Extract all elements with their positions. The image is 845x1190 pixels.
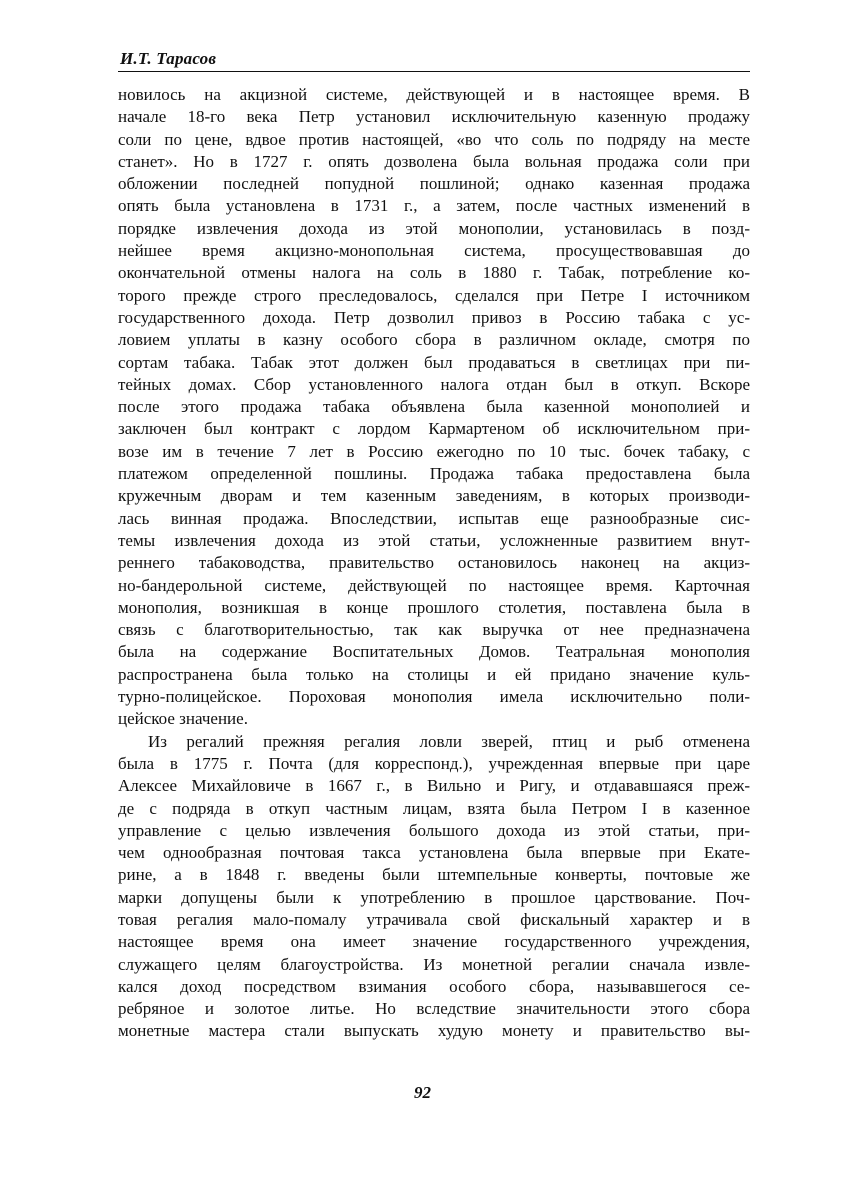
running-header <box>118 47 750 72</box>
text-line: ребряное и золотое литье. Но вследствие значительности этого сбора <box>118 999 750 1019</box>
text-line: была в 1775 г. Почта (для корреспонд.), учрежденная впервые при царе <box>118 753 750 773</box>
text-line: реннего табаководства, правительство остановилось наконец на акциз- <box>118 553 750 573</box>
text-line: нейшее время акцизно-монопольная система, просуществовавшая до <box>118 241 750 261</box>
text-line: платежом определенной пошлины. Продажа табака предоставлена была <box>118 464 750 484</box>
text-line: новилось на акцизной системе, действующей и в настоящее время. В <box>118 85 750 104</box>
text-line: заключен был контракт с лордом Кармартеном об исключительном при- <box>118 419 750 439</box>
text-line: цейское значение. <box>118 709 248 729</box>
text-line: Алексее Михайловиче в 1667 г., в Вильно и Ригу, и отдававшаяся преж- <box>118 776 750 796</box>
text-line: Из регалий прежняя регалия ловли зверей, птиц и рыб отменена <box>148 731 750 751</box>
text-line: возе им в течение 7 лет в Россию ежегодно по 10 тыс. бочек табаку, с <box>118 441 750 461</box>
page-number: 92 <box>414 1083 431 1102</box>
text-line: марки допущены были к употреблению в прошлое царствование. Поч- <box>118 887 750 907</box>
text-line: окончательной отмены налога на соль в 1880 г. Табак, потребление ко- <box>118 263 750 283</box>
text-line: была на содержание Воспитательных Домов. Театральная монополия <box>118 642 750 662</box>
text-line: порядке извлечения дохода из этой монополии, установилась в позд- <box>118 218 750 238</box>
text-line: торого прежде строго преследовалось, сделался при Петре I источником <box>118 285 750 305</box>
text-line: монетные мастера стали выпускать худую монету и правительство вы- <box>118 1021 750 1041</box>
text-line: опять была установлена в 1731 г., а затем, после частных изменений в <box>118 196 750 216</box>
text-line: ловием уплаты в казну особого сбора в различном окладе, смотря по <box>118 330 750 350</box>
main-text <box>118 84 750 1043</box>
text-line: тейных домах. Сбор установленного налога отдан был в откуп. Вскоре <box>118 374 750 394</box>
text-line: настоящее время она имеет значение государственного учреждения, <box>118 932 750 952</box>
text-line: кался доход посредством взимания особого сбора, называвшегося се- <box>118 976 750 996</box>
text-line: начале 18-го века Петр установил исключительную казенную продажу <box>118 107 750 127</box>
text-line: но-бандерольной системе, действующей по настоящее время. Карточная <box>118 575 750 595</box>
text-line: темы извлечения дохода из этой статьи, усложненные развитием внут- <box>118 530 750 550</box>
text-line: распространена была только на столицы и ей придано значение куль- <box>118 664 750 684</box>
text-line: чем однообразная почтовая такса установлена была впервые при Екате- <box>118 843 750 863</box>
text-line: де с подряда в откуп частным лицам, взята была Петром I в казенное <box>118 798 750 818</box>
text-line: обложении последней попудной пошлиной; однако казенная продажа <box>118 174 750 194</box>
paragraph <box>118 731 750 1043</box>
text-line: рине, а в 1848 г. введены были штемпельные конверты, почтовые же <box>118 865 750 885</box>
text-line: управление с целью извлечения большого дохода из этой статьи, при- <box>118 820 750 840</box>
text-line: турно-полицейское. Пороховая монополия имела исключительно поли- <box>118 687 750 707</box>
text-line: соли по цене, вдвое против настоящей, «во что соль по подряду на месте <box>118 129 750 149</box>
text-line: станет». Но в 1727 г. опять дозволена была вольная продажа соли при <box>118 151 750 171</box>
text-line: монополия, возникшая в конце прошлого столетия, поставлена была в <box>118 597 750 617</box>
text-line: товая регалия мало-помалу утрачивала свой фискальный характер и в <box>118 909 750 929</box>
running-header-title: И.Т. Тарасов <box>120 49 217 68</box>
text-line: лась винная продажа. Впоследствии, испытав еще разнообразные сис- <box>118 508 750 528</box>
text-line: после этого продажа табака объявлена была казенной монополией и <box>118 397 750 417</box>
text-line: связь с благотворительностью, так как выручка от нее предназначена <box>118 620 750 640</box>
text-line: государственного дохода. Петр дозволил привоз в Россию табака с ус- <box>118 307 750 327</box>
text-line: сортам табака. Табак этот должен был продаваться в светлицах при пи- <box>118 352 750 372</box>
text-line: кружечным дворам и тем казенным заведениям, в которых производи- <box>118 486 750 506</box>
paragraph <box>118 84 750 731</box>
text-line: служащего целям благоустройства. Из монетной регалии сначала извле- <box>118 954 750 974</box>
